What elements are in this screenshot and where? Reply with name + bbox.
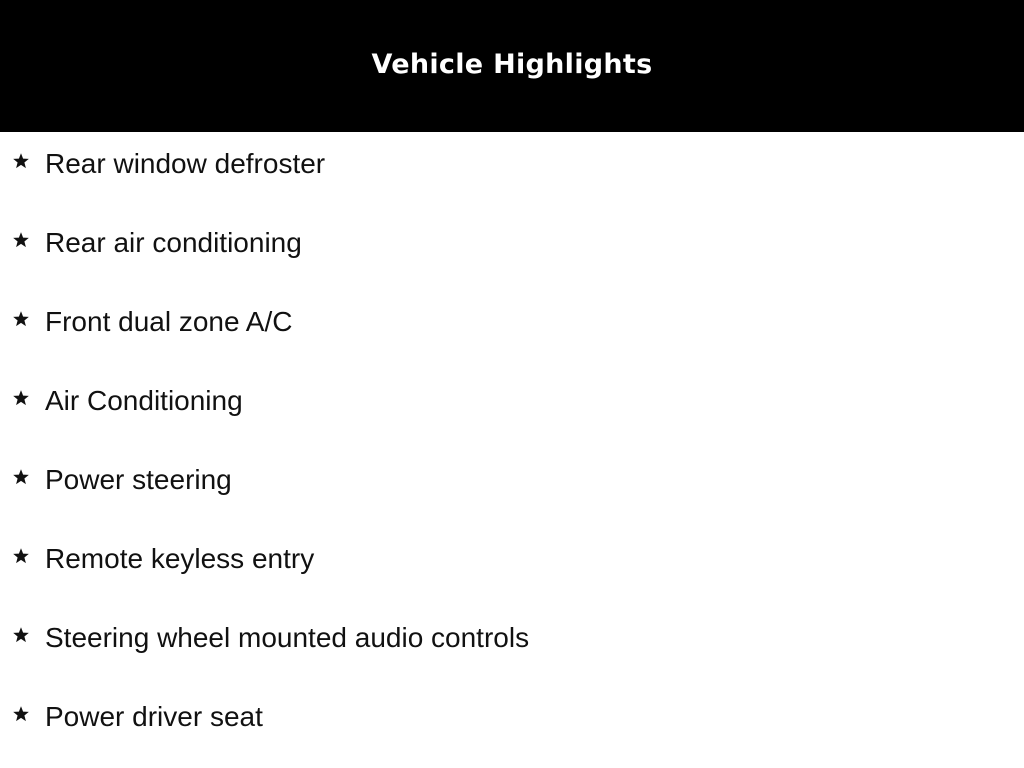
star-icon xyxy=(11,546,31,566)
star-icon xyxy=(11,467,31,487)
highlight-label: Steering wheel mounted audio controls xyxy=(45,622,530,653)
highlight-label: Remote keyless entry xyxy=(45,543,315,574)
star-icon xyxy=(11,704,31,724)
star-icon xyxy=(11,309,31,329)
star-icon xyxy=(11,625,31,645)
star-icon xyxy=(11,388,31,408)
star-icon xyxy=(11,151,31,171)
highlight-label: Air Conditioning xyxy=(45,385,243,416)
highlight-label: Rear air conditioning xyxy=(45,227,302,258)
page-title: Vehicle Highlights xyxy=(371,48,653,80)
highlight-label: Front dual zone A/C xyxy=(45,306,293,337)
page-header xyxy=(0,0,1024,132)
star-icon xyxy=(11,230,31,250)
highlight-label: Rear window defroster xyxy=(45,148,326,179)
highlight-label: Power steering xyxy=(45,464,232,495)
highlight-label: Power driver seat xyxy=(45,701,263,732)
